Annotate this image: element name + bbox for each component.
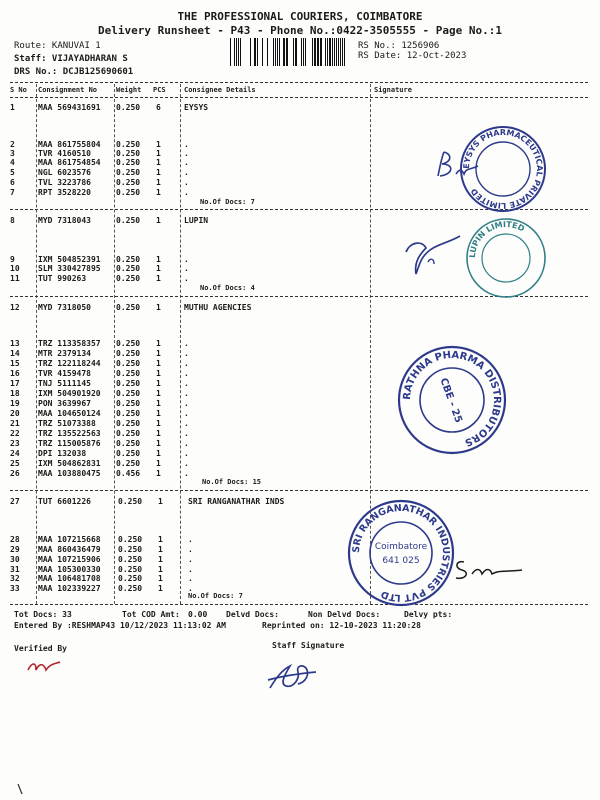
barcode-bar xyxy=(305,38,306,66)
consignee-dot: . xyxy=(184,449,189,458)
consignment-no: MAA 107215906 xyxy=(38,555,101,564)
weight-value: 0.250 xyxy=(116,264,141,273)
barcode-bar xyxy=(293,38,294,66)
serial-no: 13 xyxy=(10,339,20,348)
consignee-dot: . xyxy=(184,274,189,283)
weight-value: 0.250 xyxy=(116,359,141,368)
weight-value: 0.250 xyxy=(116,303,141,312)
consignment-no: MYD 7318043 xyxy=(38,216,91,225)
serial-no: 32 xyxy=(10,574,20,583)
staff-label: Staff: VIJAYADHARAN S xyxy=(14,54,128,64)
delivered-docs: Delvd Docs: xyxy=(226,610,279,619)
delivery-points: Delvy pts: xyxy=(404,610,453,619)
consignee-dot: . xyxy=(184,429,189,438)
consignment-no: IXM 504862831 xyxy=(38,459,101,468)
lupin-stamp-image xyxy=(464,216,548,300)
consignee-dot: . xyxy=(184,469,189,478)
pcs-value: 1 xyxy=(156,399,161,408)
barcode-bar xyxy=(314,38,316,66)
barcode-bar xyxy=(240,38,241,66)
weight-value: 0.250 xyxy=(118,497,143,506)
total-cod-label: Tot COD Amt: xyxy=(122,610,180,619)
barcode-bar xyxy=(312,38,313,66)
serial-no: 5 xyxy=(10,168,15,177)
weight-value: 0.250 xyxy=(116,379,141,388)
pcs-value: 1 xyxy=(158,535,163,544)
barcode-bar xyxy=(283,38,285,66)
pcs-value: 1 xyxy=(156,379,161,388)
consignment-no: TNJ 5111145 xyxy=(38,379,91,388)
serial-no: 23 xyxy=(10,439,20,448)
consignment-no: MAA 103880475 xyxy=(38,469,101,478)
serial-no: 7 xyxy=(10,188,15,197)
weight-value: 0.250 xyxy=(116,399,141,408)
consignee-name: MUTHU AGENCIES xyxy=(184,303,252,312)
consignee-dot: . xyxy=(184,419,189,428)
no-of-docs: No.Of Docs: 7 xyxy=(188,592,243,600)
pcs-value: 1 xyxy=(158,574,163,583)
weight-value: 0.250 xyxy=(116,449,141,458)
col-divider xyxy=(180,84,181,604)
consignee-dot: . xyxy=(184,255,189,264)
pcs-value: 1 xyxy=(156,429,161,438)
weight-value: 0.250 xyxy=(116,255,141,264)
consignment-no: TRZ 115005876 xyxy=(38,439,101,448)
svg-text:EYSYS PHARMACEUTICAL PRIVATE L: EYSYS PHARMACEUTICAL PRIVATE LIMITED xyxy=(461,127,545,211)
weight-value: 0.250 xyxy=(118,565,143,574)
barcode-bar xyxy=(332,38,333,66)
serial-no: 4 xyxy=(10,158,15,167)
barcode-bar xyxy=(334,38,335,66)
serial-no: 31 xyxy=(10,565,20,574)
barcode-bar xyxy=(286,38,288,66)
serial-no: 15 xyxy=(10,359,20,368)
pcs-value: 1 xyxy=(156,149,161,158)
barcode-bar xyxy=(340,38,341,66)
col-signature: Signature xyxy=(374,86,412,94)
weight-value: 0.250 xyxy=(118,545,143,554)
weight-value: 0.250 xyxy=(116,389,141,398)
consignee-dot: . xyxy=(184,178,189,187)
pcs-value: 1 xyxy=(156,274,161,283)
consignment-no: IXM 504852391 xyxy=(38,255,101,264)
svg-text:CBE - 25: CBE - 25 xyxy=(437,376,464,425)
serial-no: 9 xyxy=(10,255,15,264)
barcode-bar xyxy=(257,38,258,66)
weight-value: 0.250 xyxy=(116,103,141,112)
consignee-dot: . xyxy=(184,459,189,468)
barcode-bar xyxy=(236,38,237,66)
header-rule-top xyxy=(10,82,588,83)
pcs-value: 1 xyxy=(156,439,161,448)
reprinted-on: Reprinted on: 12-10-2023 11:20:28 xyxy=(262,621,421,630)
consignee-dot: . xyxy=(188,555,193,564)
svg-text:Coimbatore: Coimbatore xyxy=(374,542,428,552)
consignee-dot: . xyxy=(188,584,193,593)
serial-no: 14 xyxy=(10,349,20,358)
weight-value: 0.250 xyxy=(116,459,141,468)
consignment-no: MAA 569431691 xyxy=(38,103,101,112)
consignment-no: TRZ 51073388 xyxy=(38,419,96,428)
weight-value: 0.250 xyxy=(118,584,143,593)
weight-value: 0.250 xyxy=(116,349,141,358)
serial-no: 6 xyxy=(10,178,15,187)
total-docs: Tot Docs: 33 xyxy=(14,610,72,619)
staff-signature-mark xyxy=(262,656,322,696)
pcs-value: 1 xyxy=(156,178,161,187)
consignment-no: MTR 2379134 xyxy=(38,349,91,358)
consignee-dot: . xyxy=(184,188,189,197)
consignee-dot: . xyxy=(188,565,193,574)
serial-no: 30 xyxy=(10,555,20,564)
serial-no: 29 xyxy=(10,545,20,554)
consignee-dot: . xyxy=(184,339,189,348)
consignment-no: TRZ 113358357 xyxy=(38,339,101,348)
barcode-image xyxy=(228,38,352,66)
weight-value: 0.250 xyxy=(118,535,143,544)
header-rule-bottom xyxy=(10,97,588,98)
col-sno: S No xyxy=(10,86,27,94)
barcode-bar xyxy=(267,38,268,66)
consignment-no: MAA 105300330 xyxy=(38,565,101,574)
serial-no: 21 xyxy=(10,419,20,428)
weight-value: 0.456 xyxy=(116,469,141,478)
pcs-value: 1 xyxy=(156,140,161,149)
consignee-dot: . xyxy=(184,369,189,378)
signature-mark xyxy=(450,556,526,582)
company-title: THE PROFESSIONAL COURIERS, COIMBATORE xyxy=(177,10,423,23)
route-label: Route: KANUVAI 1 xyxy=(14,41,101,51)
weight-value: 0.250 xyxy=(116,369,141,378)
serial-no: 33 xyxy=(10,584,20,593)
weight-value: 0.250 xyxy=(116,178,141,187)
consignment-no: MAA 861755804 xyxy=(38,140,101,149)
pcs-value: 1 xyxy=(156,419,161,428)
barcode-bar xyxy=(336,38,337,66)
svg-text:LUPIN LIMITED: LUPIN LIMITED xyxy=(467,219,526,259)
barcode-bar xyxy=(342,38,343,66)
pcs-value: 1 xyxy=(156,349,161,358)
consignment-no: SLM 330427895 xyxy=(38,264,101,273)
total-cod-value: 0.00 xyxy=(188,610,208,619)
serial-no: 3 xyxy=(10,149,15,158)
consignee-dot: . xyxy=(188,535,193,544)
signature-mark xyxy=(432,148,482,182)
consignment-no: MAA 861754854 xyxy=(38,158,101,167)
signature-mark xyxy=(400,232,464,280)
barcode-bar xyxy=(303,38,304,66)
consignment-no: RPT 3528220 xyxy=(38,188,91,197)
serial-no: 24 xyxy=(10,449,20,458)
consignee-dot: . xyxy=(184,379,189,388)
barcode-bar xyxy=(230,38,231,66)
consignee-dot: . xyxy=(184,399,189,408)
rs-number: RS No.: 1256906 xyxy=(358,41,440,51)
consignee-dot: . xyxy=(184,140,189,149)
pcs-value: 1 xyxy=(158,497,163,506)
weight-value: 0.250 xyxy=(116,419,141,428)
consignee-dot: . xyxy=(184,439,189,448)
consignment-no: TRZ 122118244 xyxy=(38,359,101,368)
non-delivered-docs: Non Delvd Docs: xyxy=(308,610,381,619)
serial-no: 2 xyxy=(10,140,15,149)
pcs-value: 1 xyxy=(156,389,161,398)
pcs-value: 1 xyxy=(156,255,161,264)
weight-value: 0.250 xyxy=(116,429,141,438)
weight-value: 0.250 xyxy=(116,149,141,158)
consignment-no: MAA 102339227 xyxy=(38,584,101,593)
no-of-docs: No.Of Docs: 7 xyxy=(200,198,255,206)
group-rule xyxy=(10,490,588,491)
serial-no: 27 xyxy=(10,497,20,506)
barcode-bar xyxy=(275,38,276,66)
barcode-bar xyxy=(273,38,274,66)
pcs-value: 1 xyxy=(158,565,163,574)
weight-value: 0.250 xyxy=(118,574,143,583)
consignee-name: LUPIN xyxy=(184,216,209,225)
serial-no: 1 xyxy=(10,103,15,112)
weight-value: 0.250 xyxy=(116,188,141,197)
consignment-no: TRZ 135522563 xyxy=(38,429,101,438)
barcode-bar xyxy=(234,38,235,66)
pcs-value: 1 xyxy=(156,168,161,177)
consignee-name: EYSYS xyxy=(184,103,209,112)
weight-value: 0.250 xyxy=(116,439,141,448)
consignment-no: TUT 990263 xyxy=(38,274,87,283)
svg-text:RATHNA PHARMA DISTRIBUTORS: RATHNA PHARMA DISTRIBUTORS xyxy=(401,349,503,448)
rathna-pharma-stamp-image xyxy=(396,344,508,456)
serial-no: 11 xyxy=(10,274,20,283)
consignee-name: SRI RANGANATHAR INDS xyxy=(188,497,285,506)
pcs-value: 1 xyxy=(158,584,163,593)
pcs-value: 1 xyxy=(156,216,161,225)
consignment-no: TVR 4159478 xyxy=(38,369,91,378)
no-of-docs: No.Of Docs: 15 xyxy=(202,478,262,486)
consignee-dot: . xyxy=(184,168,189,177)
col-divider xyxy=(114,84,115,604)
consignment-no: MAA 860436479 xyxy=(38,545,101,554)
barcode-bar xyxy=(279,38,280,66)
barcode-bar xyxy=(325,38,326,66)
consignee-dot: . xyxy=(184,158,189,167)
col-consignee: Consignee Details xyxy=(184,86,256,94)
consignment-no: TUT 6601226 xyxy=(38,497,91,506)
pcs-value: 1 xyxy=(156,369,161,378)
consignee-dot: . xyxy=(184,264,189,273)
weight-value: 0.250 xyxy=(116,158,141,167)
verified-signature-mark xyxy=(24,654,64,676)
consignment-no: MAA 104650124 xyxy=(38,409,101,418)
weight-value: 0.250 xyxy=(116,339,141,348)
serial-no: 28 xyxy=(10,535,20,544)
consignment-no: DPI 132038 xyxy=(38,449,87,458)
weight-value: 0.250 xyxy=(118,555,143,564)
col-divider xyxy=(36,84,37,604)
pcs-value: 1 xyxy=(156,158,161,167)
consignment-no: MAA 106481708 xyxy=(38,574,101,583)
pcs-value: 1 xyxy=(156,303,161,312)
barcode-bar xyxy=(317,38,319,66)
entered-by: Entered By :RESHMAP43 10/12/2023 11:13:02 AM xyxy=(14,621,226,630)
consignee-dot: . xyxy=(184,349,189,358)
pcs-value: 1 xyxy=(158,555,163,564)
col-pcs: PCS xyxy=(153,86,166,94)
serial-no: 18 xyxy=(10,389,20,398)
barcode-bar xyxy=(344,38,345,66)
group-rule xyxy=(10,604,588,605)
consignment-no: NGL 6023576 xyxy=(38,168,91,177)
barcode-bar xyxy=(295,38,297,66)
pcs-value: 1 xyxy=(156,459,161,468)
pcs-value: 6 xyxy=(156,103,161,112)
consignee-dot: . xyxy=(184,359,189,368)
serial-no: 16 xyxy=(10,369,20,378)
drs-number: DRS No.: DCJB125690601 xyxy=(14,67,134,77)
barcode-bar xyxy=(254,38,256,66)
col-consignment: Consignment No xyxy=(38,86,98,94)
pcs-value: 1 xyxy=(156,188,161,197)
serial-no: 20 xyxy=(10,409,20,418)
barcode-bar xyxy=(320,38,322,66)
weight-value: 0.250 xyxy=(116,274,141,283)
pcs-value: 1 xyxy=(156,469,161,478)
consignee-dot: . xyxy=(184,149,189,158)
runsheet-subtitle: Delivery Runsheet - P43 - Phone No.:0422-3505555 - Page No.:1 xyxy=(98,24,502,37)
svg-text:SRI RANGANATHAR INDUSTRIES PVT: SRI RANGANATHAR INDUSTRIES PVT LTD xyxy=(350,502,452,604)
consignee-dot: . xyxy=(188,545,193,554)
consignee-dot: . xyxy=(188,574,193,583)
no-of-docs: No.Of Docs: 4 xyxy=(200,284,255,292)
barcode-bar xyxy=(250,38,251,66)
col-weight: Weight xyxy=(116,86,142,94)
serial-no: 8 xyxy=(10,216,15,225)
consignee-dot: . xyxy=(184,389,189,398)
barcode-bar xyxy=(329,38,331,66)
serial-no: 12 xyxy=(10,303,20,312)
serial-no: 17 xyxy=(10,379,20,388)
consignment-no: TVR 4160510 xyxy=(38,149,91,158)
pcs-value: 1 xyxy=(156,359,161,368)
barcode-bar xyxy=(262,38,263,66)
serial-no: 10 xyxy=(10,264,20,273)
pcs-value: 1 xyxy=(156,409,161,418)
serial-no: 19 xyxy=(10,399,20,408)
pcs-value: 1 xyxy=(156,449,161,458)
barcode-bar xyxy=(327,38,328,66)
rs-date: RS Date: 12-Oct-2023 xyxy=(358,51,467,61)
barcode-bar xyxy=(301,38,302,66)
pcs-value: 1 xyxy=(158,545,163,554)
weight-value: 0.250 xyxy=(116,216,141,225)
staff-signature-label: Staff Signature xyxy=(272,641,345,650)
weight-value: 0.250 xyxy=(116,140,141,149)
corner-mark xyxy=(16,782,26,796)
consignment-no: IXM 504901920 xyxy=(38,389,101,398)
barcode-bar xyxy=(338,38,339,66)
barcode-bar xyxy=(277,38,278,66)
sri-ranganathar-stamp-image xyxy=(346,498,456,608)
weight-value: 0.250 xyxy=(116,409,141,418)
consignment-no: PON 3639967 xyxy=(38,399,91,408)
verified-by: Verified By xyxy=(14,644,67,653)
serial-no: 25 xyxy=(10,459,20,468)
consignment-no: MAA 107215668 xyxy=(38,535,101,544)
serial-no: 26 xyxy=(10,469,20,478)
consignment-no: TVL 3223786 xyxy=(38,178,91,187)
barcode-bar xyxy=(238,38,239,66)
serial-no: 22 xyxy=(10,429,20,438)
weight-value: 0.250 xyxy=(116,168,141,177)
pcs-value: 1 xyxy=(156,339,161,348)
pcs-value: 1 xyxy=(156,264,161,273)
consignment-no: MYD 7318050 xyxy=(38,303,91,312)
svg-text:641 025: 641 025 xyxy=(382,556,420,566)
consignee-dot: . xyxy=(184,409,189,418)
